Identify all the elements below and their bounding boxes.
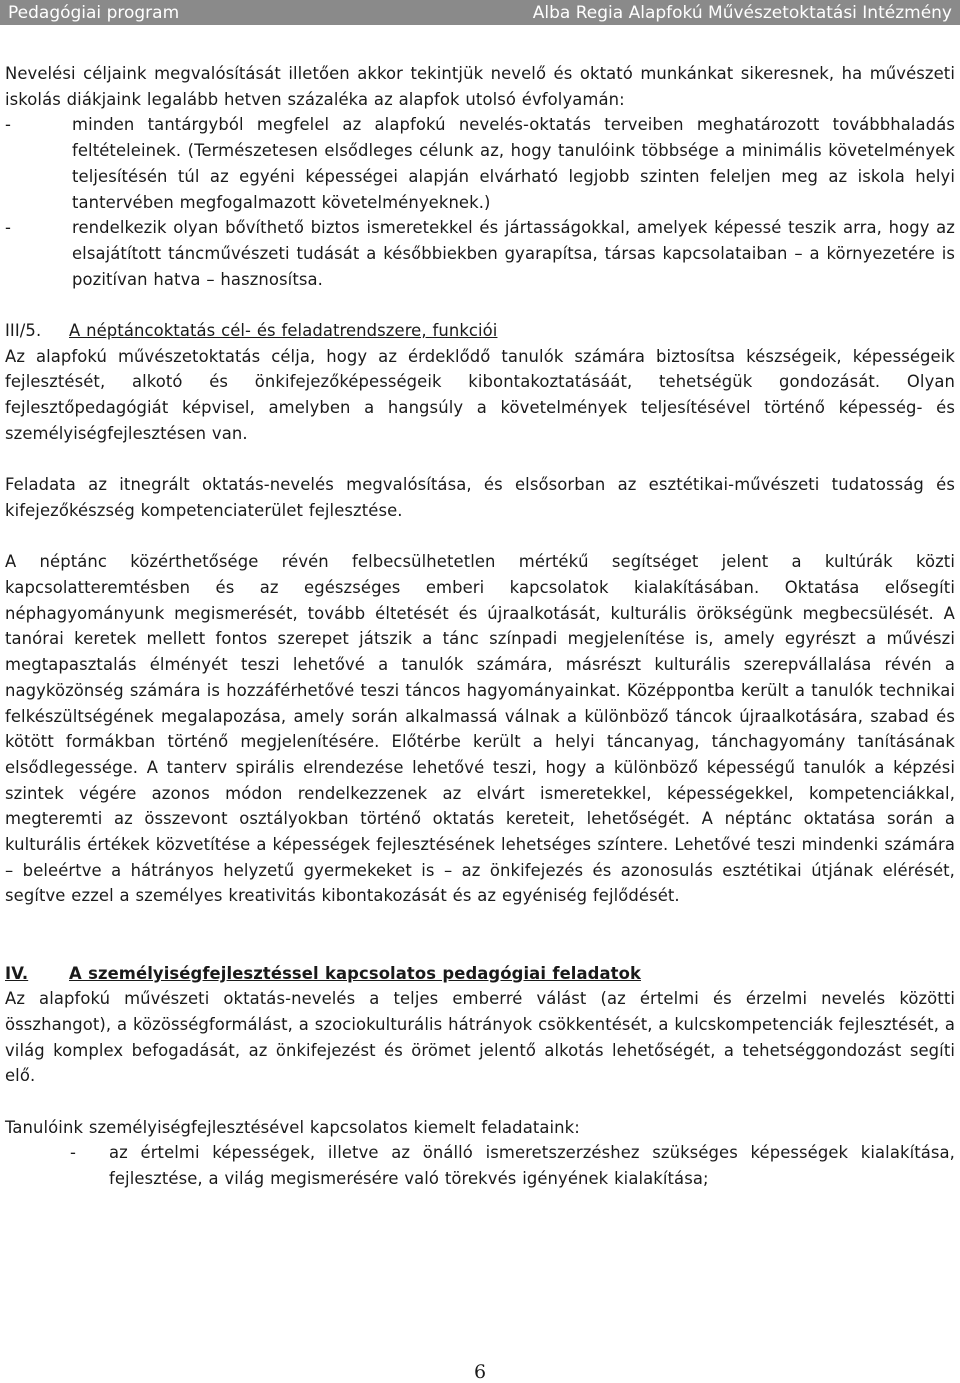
list-item [5,1140,955,1191]
section-number: IV. [5,963,29,983]
page-number: 6 [473,1361,487,1383]
paragraph: Tanulóink személyiségfejlesztésével kapcsolatos kiemelt feladataink: [5,1117,580,1137]
section-heading-3-5 [5,318,955,344]
list-dash: - [5,115,12,135]
paragraph: Az alapfokú művészetoktatás célja, hogy az érdeklődő tanulók számára biztosítsa készségeik, képességeik fejlesztését, alkotó és önkifejezőképességeik kibontakoztatásáát, tehetségük gondozását. Olyan fejlesztőpedagógiát képvisel, amelyben a hangsúly a követelmények teljesítésével történő képesség- és személyiségfejlesztésen van. [5,346,955,443]
header-program-title: Pedagógiai program [8,2,180,23]
paragraph: A néptánc közérthetősége révén felbecsülhetetlen mértékű segítséget jelent a kultúrák közti kapcsolatteremtésben és az egészséges emberi kapcsolatok kialakításában. Oktatása elősegíti néphagyományunk megismerését, tovább éltetését és újraalkotását, kulturális örökségünk megbecsülését. A tanórai keretek mellett fontos szerepet játszik a tánc színpadi megjelenítése is, amely egyrészt a művészi megtapasztalás élményét teszi lehetővé a tanulók számára, másrészt kulturális szerepvállalása révén a nagyközönség számára is hozzáférhetővé teszi táncos hagyományainkat. Középpontba került a tanulók technikai felkészültségének megalapozása, amely során alkalmassá válnak a különböző táncok újraalkotására, szabad és kötött formákban történő megjelenítésére. Előtérbe került a helyi táncanyag, tánchagyomány tanításának elsődlegessége. A tanterv spirális elrendezése lehetővé teszi, hogy a különböző képességű tanulók a képzési szintek végére azonos módon rendelkezzenek az elvárt ismeretekkel, képességekkel, kompetenciákkal, megteremti az összevont osztályokban történő oktatás kereteit, lehetőségét. A néptánc oktatása során a kulturális értékek közvetítése a képességek fejlesztésének lehetséges színtere. Lehetővé teszi mindenki számára – beleértve a hátrányos helyzetű gyermekeket is – az önkifejezés és azonosulás esztétikai útjának elérését, segítve ezzel a személyes kreativitás kibontakozását és az egyéniség fejlődését. [5,552,955,906]
list-item-text: az értelmi képességek, illetve az önálló ismeretszerzéshez szükséges képességek kialakítása, fejlesztése, a világ megismerésére való törekvés igényének kialakítása; [109,1143,955,1189]
section-title: A néptáncoktatás cél- és feladatrendszere, funkciói [69,321,498,341]
tasks-list [5,1140,955,1191]
section-number: III/5. [5,321,42,341]
document-body [5,61,955,1192]
list-item-text: rendelkezik olyan bővíthető biztos ismeretekkel és jártasságokkal, amelyek képessé teszik arra, hogy az elsajátított táncművészeti tudását a későbbiekben gyarapítsa, társas kapcsolataiban – a környezetére is pozitívan hatva – hasznosítsa. [72,218,955,289]
page-header [0,0,960,25]
paragraph: Feladata az itnegrált oktatás-nevelés megvalósítása, és elsősorban az esztétikai-művészeti tudatosság és kifejezőkészség kompetenciaterület fejlesztése. [5,475,955,520]
intro-paragraph: Nevelési céljaink megvalósítását illetően akkor tekintjük nevelő és oktató munkánkat sikeresnek, ha művészeti iskolás diákjaink legalább hetven százaléka az alapfok utolsó évfolyamán: [5,64,955,109]
section-title: A személyiségfejlesztéssel kapcsolatos pedagógiai feladatok [69,963,641,983]
list-item-text: minden tantárgyból megfelel az alapfokú nevelés-oktatás terveiben meghatározott továbbhaladás feltételeinek. (Természetesen elsődleges célunk az, hogy tanulóink többsége a minimális követelmények teljesítésén túl az egyéni képességei alapján elvárható legjobb szinten feleljen meg az iskola helyi tantervében megfogalmazott követelményeknek.) [72,115,955,212]
list-dash: - [70,1143,77,1163]
section-heading-4 [5,961,955,987]
list-dash: - [5,218,12,238]
paragraph: Az alapfokú művészeti oktatás-nevelés a teljes emberré válást (az értelmi és érzelmi nevelés közötti összhangot), a közösségformálást, a szociokulturális hátrányok csökkentését, a kulcskompetenciák fejlesztését, a világ komplex befogadását, az önkifejezést és örömet jelentő alkotás lehetőségét, a tehetséggondozást segíti elő. [5,989,955,1086]
header-institution-name: Alba Regia Alapfokú Művészetoktatási Intézmény [532,2,952,23]
list-item [5,112,955,215]
list-item [5,215,955,292]
goals-list [5,112,955,292]
